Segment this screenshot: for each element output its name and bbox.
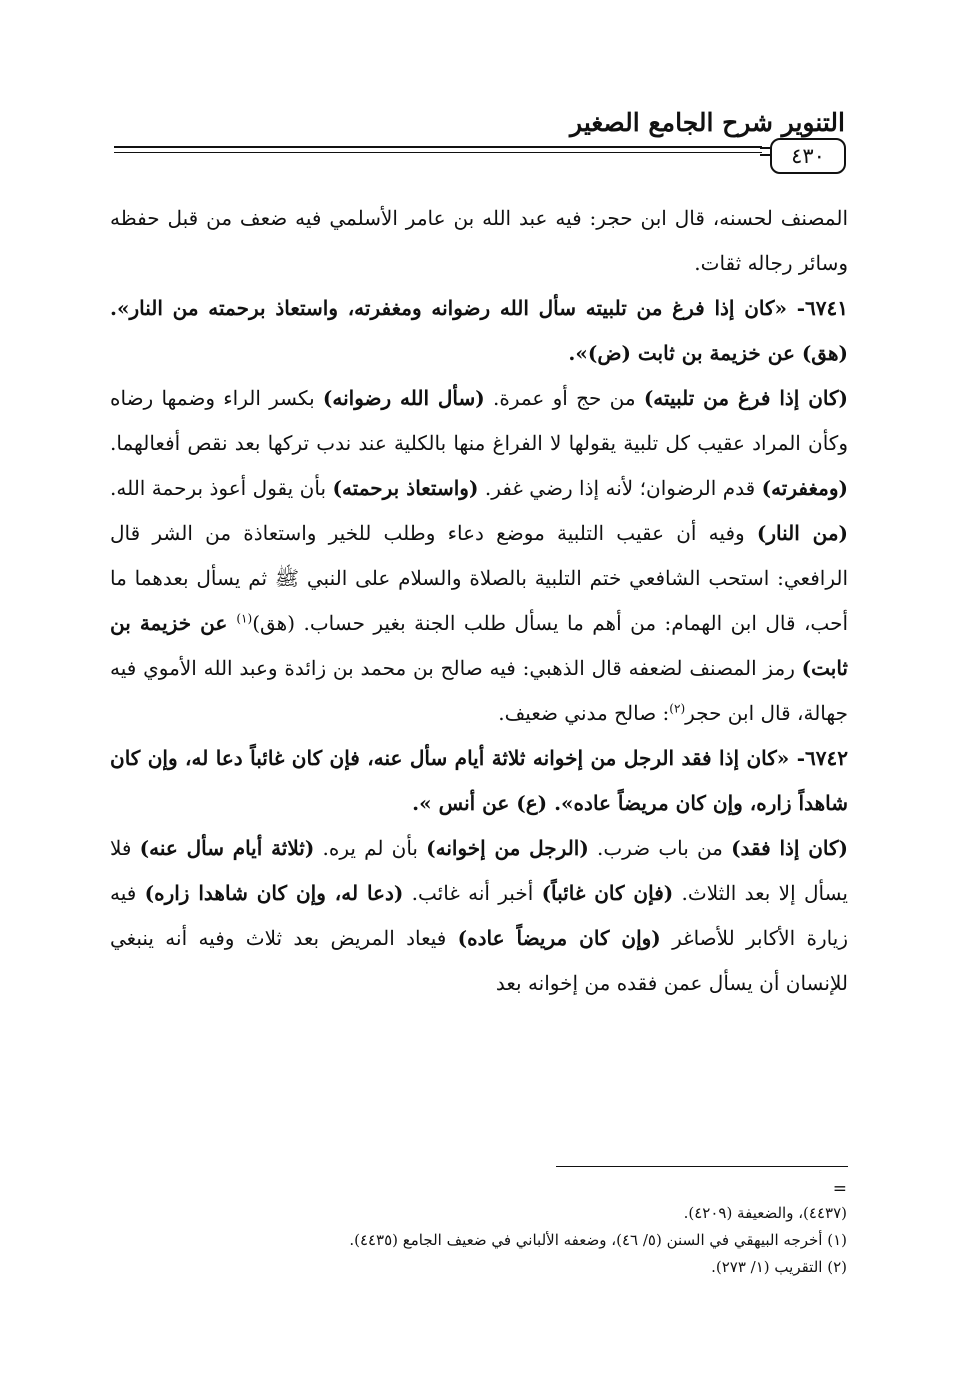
hadith-6742 bbox=[110, 736, 848, 826]
footnote-2: (٢) التقريب (١/ ٢٧٣). bbox=[711, 1258, 847, 1276]
commentary-text: فيعاد المريض بعد ثلاث وفيه أنه ينبغي للإنسان أن يسأل عمن فقده من إخوانه بعد bbox=[110, 926, 848, 995]
commentary-text: بكسر الراء وضمها رضاه وكأن المراد عقيب كل تلبية يقولها لا الفراغ منها بالكلية عند ندب تركها بعد نقص أفعالهما. bbox=[110, 386, 848, 455]
footnote-separator bbox=[556, 1166, 848, 1167]
quoted-phrase: (دعا له، وإن كان شاهدا زاره) bbox=[144, 881, 404, 905]
hadith-number: ٦٧٤١- bbox=[787, 296, 849, 320]
quoted-phrase: (كان إذا فرغ من تلبيته) bbox=[643, 386, 848, 410]
footnote-continuation-mark: = bbox=[832, 1179, 847, 1199]
quoted-phrase: (ومغفرته) bbox=[761, 476, 848, 500]
page-number-connector bbox=[760, 147, 770, 156]
commentary-text: فلا يسأل إلا بعد الثلاث. bbox=[110, 836, 848, 905]
quoted-phrase: (كان إذا فقد) bbox=[731, 836, 849, 860]
footnote-ref-1: (١) bbox=[236, 611, 253, 626]
commentary-text: من حج أو عمرة. bbox=[484, 386, 644, 410]
commentary-6741 bbox=[110, 376, 848, 736]
commentary-text: قدم الرضوان؛ لأنه إذا رضي غفر. bbox=[478, 476, 762, 500]
hadith-6741 bbox=[110, 286, 848, 376]
footnote-continuation: (٤٤٣٧)، والضعيفة (٤٢٠٩). bbox=[683, 1204, 847, 1222]
commentary-text: بأن يقول أعوذ برحمة الله. bbox=[110, 476, 333, 500]
commentary-text: بأن لم يره. bbox=[314, 836, 427, 860]
quoted-phrase: عن خزيمة بن ثابت) bbox=[110, 611, 848, 680]
footnote-1: (١) أخرجه البيهقي في السنن (٥/ ٤٦)، وضعفه الألباني في ضعيف الجامع (٤٤٣٥). bbox=[349, 1231, 847, 1249]
quoted-phrase: (سأل الله رضوانه) bbox=[322, 386, 485, 410]
footnote-ref-2: (٢) bbox=[669, 701, 686, 716]
commentary-text: رمز المصنف لضعفه قال الذهبي: فيه صالح بن محمد بن زائدة وعبد الله الأموي فيه جهالة، قال ابن حجر bbox=[110, 656, 848, 725]
quoted-phrase: (وإن كان مريضاً عاده) bbox=[457, 926, 661, 950]
hadith-text: «كان إذا فرغ من تلبيته سأل الله رضوانه ومغفرته، واستعاذ برحمته من النار». (هق) عن خزيمة بن ثابت (ض)». bbox=[110, 296, 848, 365]
source-code: (هق) bbox=[252, 611, 296, 635]
page-number-box bbox=[770, 138, 846, 174]
commentary-6742 bbox=[110, 826, 848, 1006]
paragraph-continuation bbox=[110, 196, 848, 286]
quoted-phrase: (ثلاثة أيام سأل عنه) bbox=[139, 836, 315, 860]
commentary-text: : صالح مدني ضعيف. bbox=[498, 701, 670, 725]
quoted-phrase: (فإن كان غائباً) bbox=[541, 881, 674, 905]
paragraph-text: المصنف لحسنه، قال ابن حجر: فيه عبد الله بن عامر الأسلمي فيه ضعف من قبل حفظه وسائر رجاله ثقات. bbox=[110, 206, 848, 275]
main-text bbox=[110, 196, 848, 1006]
commentary-text: فيه زيارة الأكابر للأصاغر bbox=[110, 881, 848, 950]
quoted-phrase: (واستعاذ برحمته) bbox=[332, 476, 479, 500]
commentary-text: أخبر أنه غائب. bbox=[403, 881, 542, 905]
running-title: التنوير شرح الجامع الصغير bbox=[570, 108, 845, 137]
commentary-text: وفيه أن عقيب التلبية موضع دعاء وطلب للخير واستعاذة من الشر قال الرافعي: استحب الشافعي ختم التلبية بالصلاة والسلام على النبي ﷺ ثم يسأل بعدهما ما أحب، قال ابن الهمام: من أهم ما يسأل طلب الجنة بغير حساب. bbox=[110, 521, 848, 635]
hadith-text: «كان إذا فقد الرجل من إخوانه ثلاثة أيام سأل عنه، فإن كان غائباً دعا له، وإن كان شاهداً زاره، وإن كان مريضاً عاده». (ع) عن أنس ». bbox=[110, 746, 848, 815]
header-double-rule bbox=[114, 146, 762, 153]
commentary-text: من باب ضرب. bbox=[588, 836, 732, 860]
quoted-phrase: (الرجل من إخوانه) bbox=[426, 836, 589, 860]
footnotes bbox=[109, 1178, 847, 1281]
page-number: ٤٣٠ bbox=[791, 144, 825, 168]
quoted-phrase: (من النار) bbox=[756, 521, 848, 545]
hadith-number: ٦٧٤٢- bbox=[789, 746, 848, 770]
